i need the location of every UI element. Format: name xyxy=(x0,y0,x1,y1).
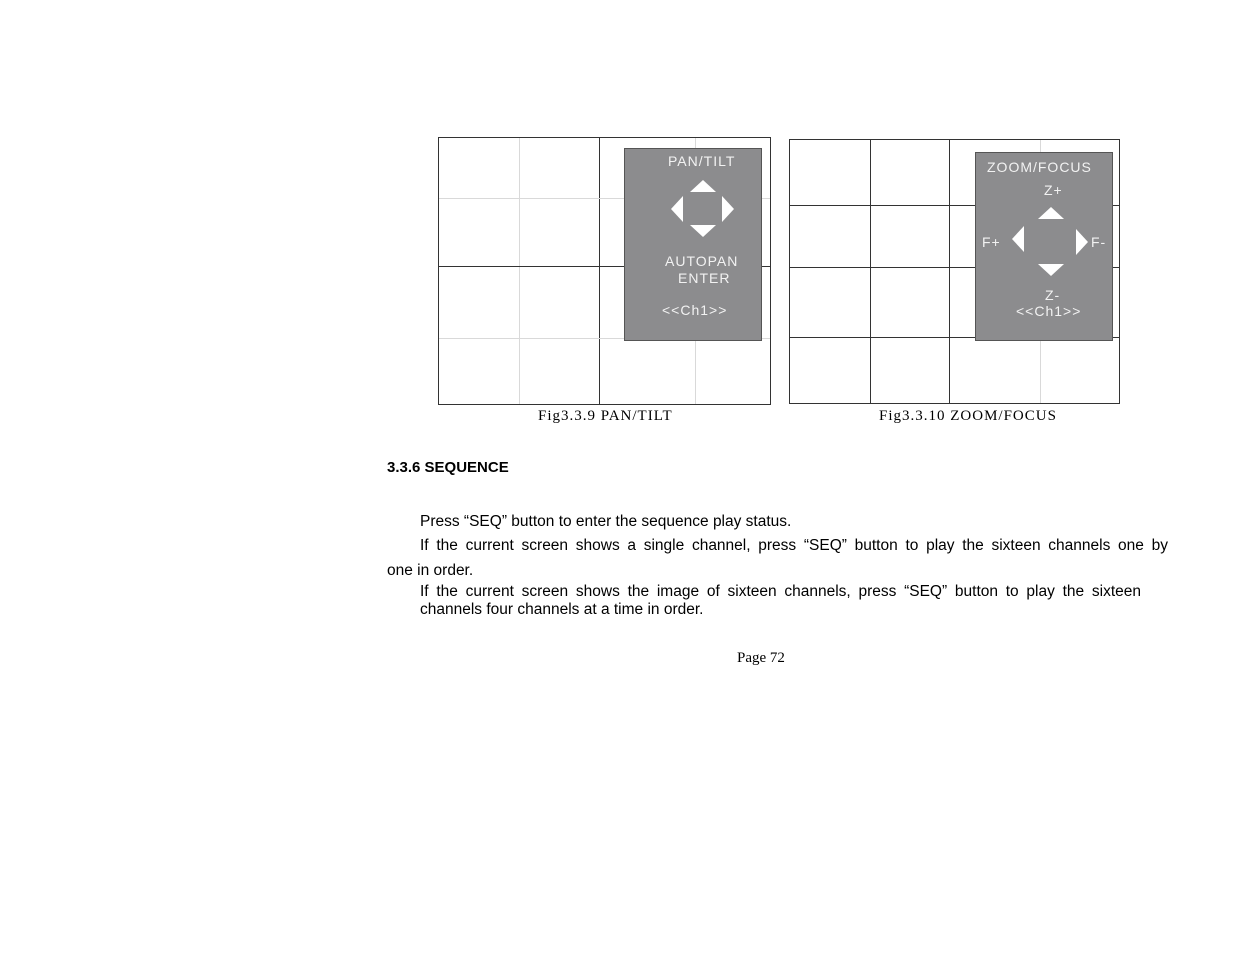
paragraph: If the current screen shows the image of sixteen channels, press “SEQ” button to play the sixteen channels four channels at a time in order. xyxy=(420,583,1141,618)
grid-line xyxy=(599,138,600,404)
autopan-label: AUTOPAN xyxy=(665,253,739,269)
zoom-focus-control-panel xyxy=(975,152,1113,341)
pan-tilt-figure xyxy=(438,137,771,405)
zoom-in-label: Z+ xyxy=(1044,182,1063,198)
pan-right-arrow-icon[interactable] xyxy=(722,196,734,222)
focus-out-label: F- xyxy=(1091,234,1107,250)
focus-in-label: F+ xyxy=(982,234,1001,250)
paragraph: Press “SEQ” button to enter the sequence play status. xyxy=(420,513,792,530)
paragraph: If the current screen shows a single channel, press “SEQ” button to play the sixteen channels one by xyxy=(420,537,1168,554)
channel-label: <<Ch1>> xyxy=(1016,303,1082,319)
section-heading: 3.3.6 SEQUENCE xyxy=(387,459,509,476)
enter-label: ENTER xyxy=(678,270,731,286)
page-number: Page 72 xyxy=(737,650,785,666)
grid-line xyxy=(519,138,520,404)
channel-label: <<Ch1>> xyxy=(662,302,728,318)
pan-tilt-control-panel xyxy=(624,148,762,341)
focus-in-arrow-icon[interactable] xyxy=(1012,226,1024,252)
pan-left-arrow-icon[interactable] xyxy=(671,196,683,222)
tilt-down-arrow-icon[interactable] xyxy=(690,225,716,237)
panel-title: PAN/TILT xyxy=(668,153,736,169)
zoom-focus-caption: Fig3.3.10 ZOOM/FOCUS xyxy=(879,408,1057,424)
grid-line xyxy=(870,140,871,403)
zoom-out-label: Z- xyxy=(1045,287,1061,303)
tilt-up-arrow-icon[interactable] xyxy=(690,180,716,192)
zoom-focus-figure xyxy=(789,139,1120,404)
focus-out-arrow-icon[interactable] xyxy=(1076,229,1088,255)
grid-line xyxy=(949,140,950,403)
panel-title: ZOOM/FOCUS xyxy=(987,159,1092,175)
paragraph: one in order. xyxy=(387,562,474,579)
pan-tilt-caption: Fig3.3.9 PAN/TILT xyxy=(538,408,673,424)
zoom-in-arrow-icon[interactable] xyxy=(1038,207,1064,219)
zoom-out-arrow-icon[interactable] xyxy=(1038,264,1064,276)
